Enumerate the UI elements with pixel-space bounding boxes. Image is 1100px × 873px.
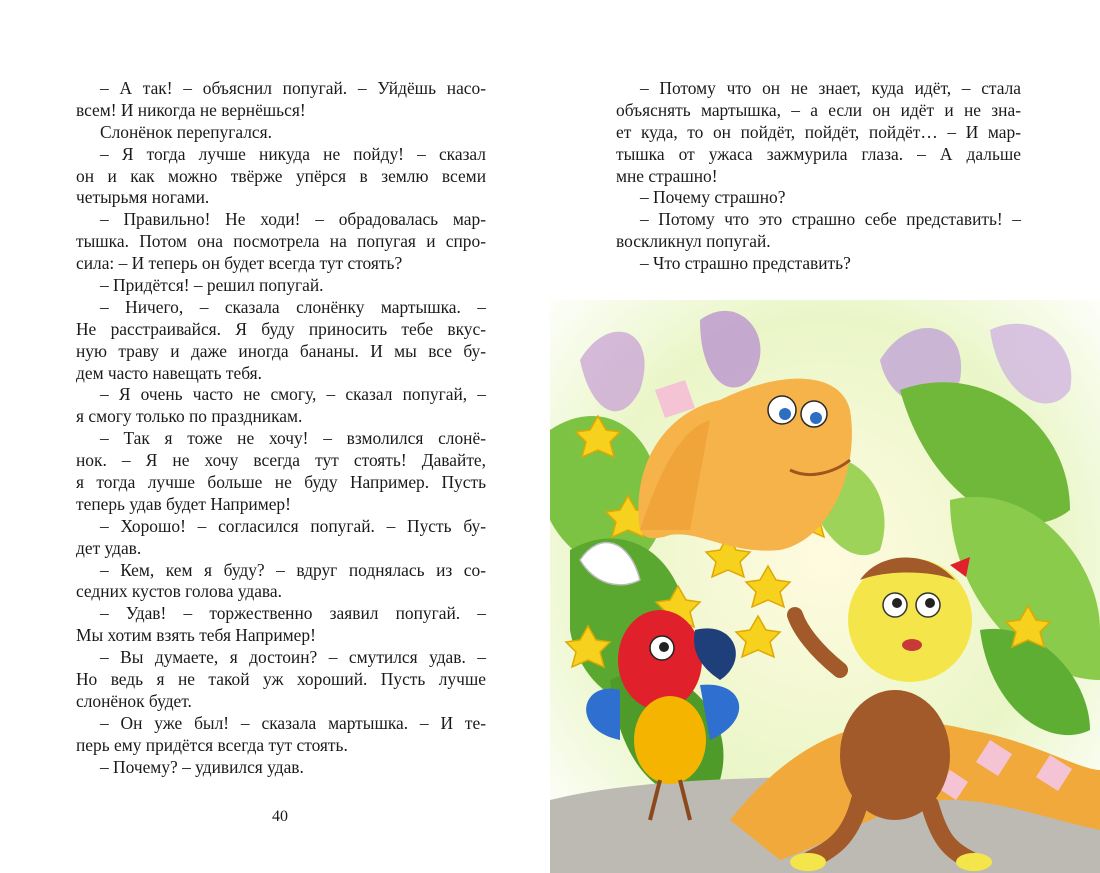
right-page-text-line: мне страшно! (616, 165, 718, 186)
right-page-text-line: – Что страшно представить? (640, 253, 851, 274)
left-page-text-line: седних кустов голова удава. (76, 581, 282, 602)
left-page-text-line: – Ничего, – сказала слонёнку мартышка. – (100, 296, 486, 317)
left-page-text-line: слонёнок будет. (76, 690, 192, 711)
left-page-text-line: ную траву и даже иногда бананы. И мы все бу- (76, 340, 486, 361)
left-page-text-line: сила: – И теперь он будет всегда тут стоять? (76, 253, 403, 274)
left-page-text-line: Мы хотим взять тебя Например! (76, 625, 316, 646)
left-page-text-line: дет удав. (76, 537, 142, 558)
page-number: 40 (272, 808, 288, 825)
left-page-text-line: – А так! – объяснил попугай. – Уйдёшь насо- (100, 78, 486, 98)
left-page-text-line: дем часто навещать тебя. (76, 362, 262, 383)
left-page-text-line: – Он уже был! – сказала мартышка. – И те- (100, 712, 486, 733)
left-page-text (76, 78, 486, 779)
left-page-text-line: он и как можно твёрже упёрся в землю всеми (76, 165, 486, 186)
left-page-text-line: Слонёнок перепугался. (100, 121, 272, 142)
left-page-text-line: – Хорошо! – согласился попугай. – Пусть бу- (100, 515, 486, 536)
right-page-text-line: тышка от ужаса зажмурила глаза. – А дальше (616, 143, 1021, 164)
right-page-text-line: – Потому что это страшно себе представить! – (640, 209, 1021, 230)
left-page-text-line: – Я очень часто не смогу, – сказал попугай, – (100, 384, 486, 405)
left-page-text-line: тышка. Потом она посмотрела на попугая и спро- (76, 231, 486, 252)
left-page-text-line: – Кем, кем я буду? – вдруг поднялась из со- (100, 559, 486, 580)
left-page-text-line: Но ведь я не такой уж хороший. Пусть лучше (76, 669, 486, 690)
left-page-text-line: – Правильно! Не ходи! – обрадовалась мар- (100, 209, 486, 230)
right-page-text-line: объяснять мартышка, – а если он идёт и не зна- (616, 99, 1021, 120)
left-page-text-line: нок. – Я не хочу всегда тут стоять! Давайте, (76, 450, 486, 471)
left-page-text-line: теперь удав будет Например! (76, 493, 291, 514)
left-page-text-line: – Так я тоже не хочу! – взмолился слонё- (100, 428, 486, 449)
right-page-text-line: – Потому что он не знает, куда идёт, – стала (640, 78, 1021, 98)
left-page-text-line: Не расстраивайся. Я буду приносить тебе вкус- (76, 318, 486, 339)
left-page-text-line: – Я тогда лучше никуда не пойду! – сказал (100, 143, 486, 164)
left-page-text-line: – Придётся! – решил попугай. (100, 275, 324, 296)
left-page-text-line: перь ему придётся всегда тут стоять. (76, 734, 348, 755)
left-page-text-line: я смогу только по праздникам. (76, 406, 303, 427)
left-page-text-line: я тогда лучше больше не буду Например. Пусть (76, 472, 486, 493)
left-page-text-line: – Вы думаете, я достоин? – смутился удав. – (100, 647, 486, 668)
left-page-text-line: четырьмя ногами. (76, 187, 210, 208)
left-page-text-line: – Удав! – торжественно заявил попугай. – (100, 603, 486, 624)
right-page-text-line: воскликнул попугай. (616, 231, 771, 252)
right-page-text-line: – Почему страшно? (640, 187, 786, 208)
story-illustration (550, 300, 1100, 873)
right-page-text-line: ет куда, то он пойдёт, пойдёт, пойдёт… – И мар- (616, 121, 1021, 142)
right-page (550, 0, 1100, 873)
illustration-art (550, 300, 1100, 873)
left-page-text-line: – Почему? – удивился удав. (100, 756, 304, 777)
right-page-text (616, 78, 1021, 275)
left-page-text-line: всем! И никогда не вернёшься! (76, 99, 306, 120)
